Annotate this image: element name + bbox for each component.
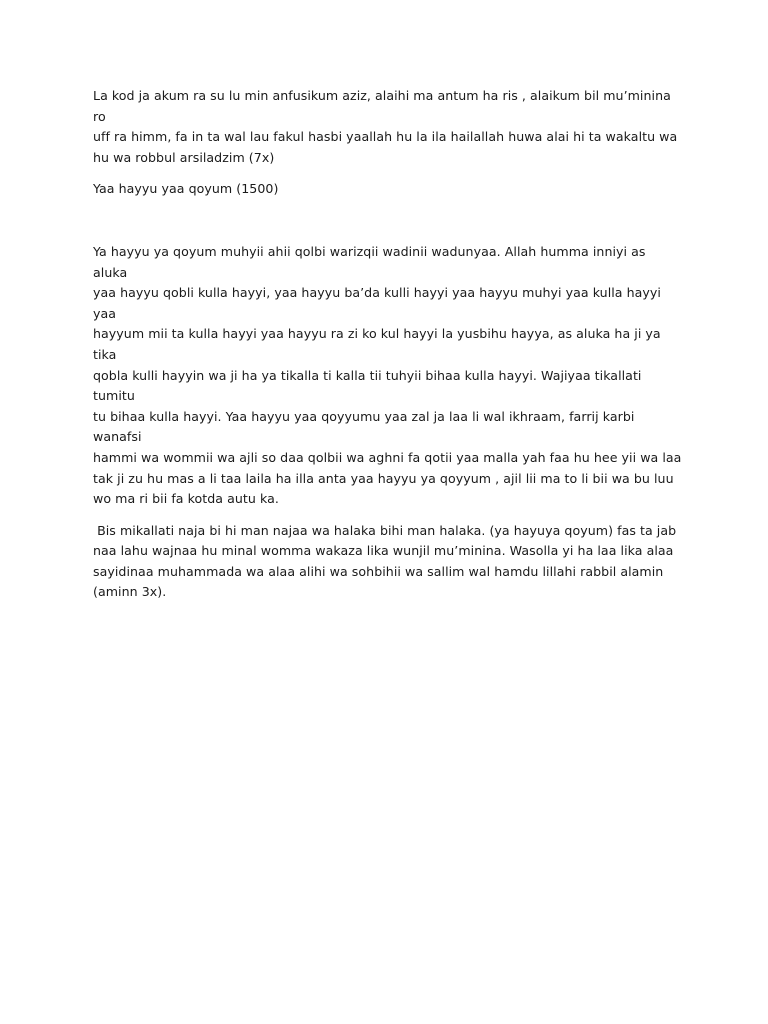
paragraph-main-prayer: Ya hayyu ya qoyum muhyii ahii qolbi warizqii wadinii wadunyaa. Allah humma inniyi as aluka yaa hayyu qobli kulla hayyi, yaa hayyu ba’da kulli hayyi yaa hayyu muhyi yaa kulla hayyi yaa hayyum mii ta kulla hayyi yaa hayyu ra zi ko kul hayyi la yusbihu hayya, as aluka ha ji ya tika qobla kulli hayyin wa ji ha ya tikalla ti kalla tii tuhyii bihaa kulla hayyi. Wajiyaa tikallati tumitu tu bihaa kulla hayyi. Yaa hayyu yaa qoyyumu yaa zal ja laa li wal ikhraam, farrij karbi wanafsi hammi wa wommii wa ajli so daa qolbii wa aghni fa qotii yaa malla yah faa hu hee yii wa laa tak ji zu hu mas a li taa laila ha illa anta yaa hayyu ya qoyyum , ajil lii ma to li bii wa bu luu wo ma ri bii fa kotda autu ka.: [93, 243, 682, 507]
paragraph-closing-prayer: Bis mikallati naja bi hi man najaa wa halaka bihi man halaka. (ya hayuya qoyum) fas ta jab naa lahu wajnaa hu minal womma wakaza lika wunjil mu’minina. Wasolla yi ha laa lika alaa sayidinaa muhammada wa alaa alihi wa sohbihii wa sallim wal hamdu lillahi rabbil alamin (aminn 3x).: [93, 522, 677, 600]
paragraph-opening-verse: La kod ja akum ra su lu min anfusikum aziz, alaihi ma antum ha ris , alaikum bil mu’minina ro uff ra himm, fa in ta wal lau fakul hasbi yaallah hu la ila hailallah huwa alai hi ta wakaltu wa hu wa robbul arsiladzim (7x): [93, 88, 678, 165]
paragraph-dhikr-count: Yaa hayyu yaa qoyum (1500): [93, 181, 279, 197]
document-body: [93, 86, 683, 603]
